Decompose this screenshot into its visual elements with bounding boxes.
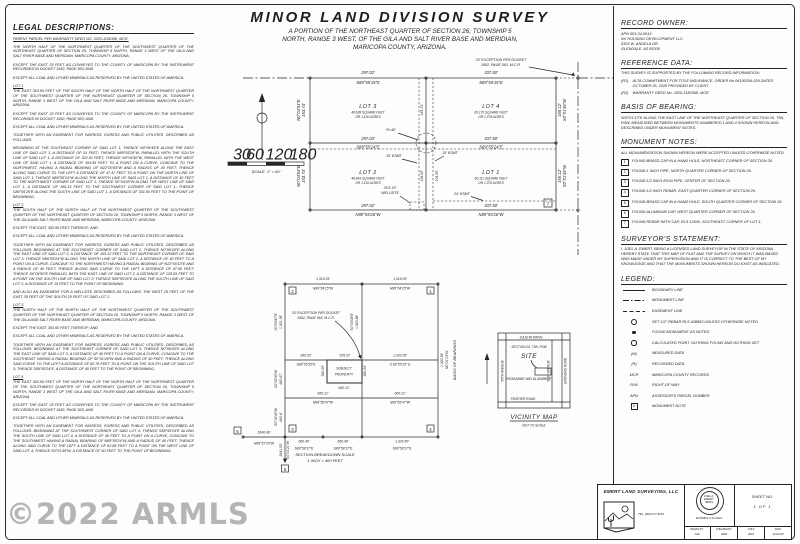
monument-note-3 — [621, 179, 787, 187]
dim-top-left-bearing: S89°55'15″E — [356, 80, 380, 85]
monument-notes-header: MONUMENT NOTES: — [621, 138, 787, 148]
calculated-point-symbol — [631, 340, 636, 345]
legend-label: MONUMENT NOTE — [652, 404, 686, 409]
bd-south-ext-distance: 2641.53' — [279, 443, 283, 457]
subject-property-line1: SUBJECT — [336, 366, 352, 371]
reference-r2-tag: (R2) — [621, 91, 629, 96]
bd-b2-distance: 660.40' — [337, 439, 349, 444]
monument-note-5 — [621, 200, 787, 208]
recorded-data-symbol: (R) — [631, 362, 637, 367]
dim-east-bottom-distance: 165.12' — [557, 169, 562, 183]
dim-top-right-bearing: S89°55'15″E — [479, 80, 503, 85]
legal-paragraph: THE EAST 363.50 FEET OF THE SOUTH HALF OF THE NORTH HALF OF THE NORTHWEST QUARTER OF THE SOUTHWEST QUARTER OF THE NORTHEAST QUARTER OF SECTION 26, TOWNSHIP 5 NORTH, RANGE 3 WEST OF THE GILA AND SALT RIVER BASE AND MERIDIAN, MARICOPA COUNTY, ARIZONA. — [13, 88, 194, 108]
legal-paragraph: TOGETHER WITH AN EASEMENT FOR INGRESS, EGRESS AND PUBLIC UTILITIES, DESCRIBED AS FOLLOWS: BEGINNING AT THE SOUTHEAST CORNER OF SAID LOT 3, THENCE N0°06'45″E ALONG THE EAST LINE OF SAID LOT 3, A DISTANCE OF 40 FEET TO A POINT ON A CURVE, CONCAVE TO THE SOUTHEAST HAVING A RADIAL BEARING OF S0°01'45″W AND A RADIUS OF 40 FEET; THENCE ALONG SAID CURVE TO THE LEFT A DISTANCE OF 62.76 FEET TO A POINT ON THE SOUTH LINE OF SAID LOT 3; THENCE S89°55'24″E, A DISTANCE OF 40 FEET TO THE POINT OF BEGINNING. — [13, 342, 194, 371]
monument-note-7-box: 7 — [621, 220, 629, 228]
vicinity-section-label: SECTION 26, T5N, R3W — [511, 345, 547, 349]
monument-4-number: 4 — [429, 426, 432, 432]
bd-u3-bearing: S 89°55'15″ E — [389, 362, 411, 367]
reference-r1-text: ALTA COMMITMENT FOR TITLE INSURANCE, ORDER No.06190256-029 DATED OCTOBER 26, 2020 PROVIDED BY CLIENT — [632, 78, 774, 88]
bd-west-ext-distance: 2640.49' — [257, 430, 271, 435]
easement-lines — [310, 78, 556, 210]
lot1-name: LOT 1 — [482, 170, 500, 176]
basis-of-bearing-section — [621, 103, 787, 131]
monument-notes-intro: ALL MONUMENTATION SHOWN HEREON WERE ACCEPTED UNLESS OTHERWISE NOTED. — [621, 150, 785, 155]
drawn-by-cell — [684, 527, 711, 539]
legend-row-mcr — [621, 372, 787, 378]
north-arrow-vicinity — [485, 353, 490, 384]
monument-line-symbol — [623, 300, 645, 301]
basis-of-bearing-text: S00°01'13″E ALONG THE EAST LINE OF THE NORTHEAST QUARTER OF SECTION 26, T5N, R3W, MEASURED BETWEEN MONUMENTS NUMBERED 1 AND 4 SHOWN HEREON AND DESCRIBED UNDER MONUMENT NOTES. — [621, 115, 785, 130]
bd-west-bot-distance: 660.6' — [279, 412, 283, 422]
subject-south-dim: 660.12' — [338, 386, 350, 390]
sheet-number-panel — [734, 485, 791, 527]
legend-row-found-monument — [621, 329, 787, 335]
dim-bottom-right-distance: 337.50' — [484, 203, 498, 208]
easement-line-symbol — [623, 311, 645, 312]
breakdown-scale-line2: 1 INCH = 400 FEET — [307, 458, 343, 463]
legend-row-boundary — [621, 287, 787, 293]
lot2-heading: LOT 2 — [13, 203, 24, 208]
bd-top-left-distance: 1,319.29' — [316, 277, 330, 281]
record-owner-name: NV HOUSING DEVELOPMENT LLC — [621, 36, 683, 41]
legend-row-apn — [621, 393, 787, 399]
legal-paragraph: EXCEPT ALL COAL AND OTHER MINERALS AS RESERVED BY THE UNITED STATES OF AMERICA. — [13, 124, 185, 129]
monument-note-4-box: 4 — [621, 189, 629, 197]
surveyor-statement-section — [621, 235, 787, 268]
monument-note-6-text: FOUND ALUMINUM CAP, WEST QUARTER CORNER OF SECTION 26. — [632, 210, 756, 215]
company-panel — [598, 485, 685, 539]
scale-tick-60: 60 — [246, 146, 264, 164]
job-number-value: 2001 — [747, 532, 755, 536]
bd-u1-bearing: S89°55'15″E — [296, 362, 316, 367]
legal-paragraph: EXCEPT THE EAST 25 FEET AS CONVEYED TO THE COUNTY OF MARICOPA BY THE INSTRUMENT RECORDED IN DOCKET 1952, PAGE 563; AND — [13, 111, 194, 121]
legend-label: FOUND MONUMENT AS NOTED — [652, 330, 710, 335]
bd-m1-distance: 660.21' — [317, 391, 329, 396]
bd-u2-distance: 635.02' — [339, 353, 351, 358]
vicinity-street-top: JULIETA DRIVE — [519, 335, 543, 340]
bd-south-ext-bearing: S0°01'21″W — [286, 440, 290, 460]
esmt24-label: 24' ESMT — [454, 192, 470, 196]
subject-property-line2: PROPERTY — [334, 372, 354, 377]
bd-exception-line1: 25' EXCEPTION PER DOCKET — [292, 311, 340, 315]
bd-b2-bearing: S89°58'17″E — [333, 446, 353, 451]
bd-west-bot-bearing: S0°02'43″W — [274, 407, 278, 427]
lot3-name: LOT 3 — [359, 104, 377, 110]
vicinity-alignment-label: ROSEANNE WAY ALIGNMENT — [506, 377, 552, 381]
title-block-info-row — [684, 526, 791, 539]
monument-notes-section — [621, 138, 787, 228]
basis-of-bearing-header: BASIS OF BEARING: — [621, 103, 787, 113]
monument-note-5-box: 5 — [621, 200, 629, 208]
company-logo-icon — [603, 501, 635, 533]
record-owner-address: 5303 W. ANGELA DR. — [621, 41, 659, 46]
drawing-title-block — [190, 9, 610, 53]
right-of-way-symbol: R/W — [630, 383, 638, 388]
bd-east-distance: 1,320.58' — [440, 353, 444, 367]
lot2-acres: OR 1.116 ACRES — [355, 181, 381, 185]
monument-5-number: 5 — [283, 466, 287, 472]
monument-1-number: 1 — [429, 288, 432, 294]
monument-7-number: 7 — [546, 201, 550, 207]
apn-symbol: APN — [630, 393, 638, 398]
dim-mid-right-bearing: S89°55'24″E — [479, 144, 503, 150]
legal-paragraph: THE NORTH HALF OF THE NORTHWEST QUARTER OF THE SOUTHWEST QUARTER OF THE NORTHEAST QUARTER OF SECTION 26, TOWNSHIP 5 NORTH, RANGE 3 WEST OF THE GILA AND SALT RIVER BASE AND MERIDIAN, MARICOPA COUNTY, ARIZONA. — [13, 44, 194, 59]
dim-east-top-distance: 165.12' — [557, 103, 562, 117]
bd-b1-distance: 660.40' — [298, 439, 310, 444]
lot2-name: LOT 2 — [359, 170, 377, 176]
legend-row-calculated-point — [621, 340, 787, 346]
main-plat-dimensions — [296, 70, 567, 217]
dim-mid-left-distance: 297.03' — [361, 136, 375, 141]
breakdown-scale-line1: SECTION BREAKDOWN SCALE — [295, 452, 355, 457]
bd-b3-bearing: S89°58'17″E — [392, 446, 412, 451]
monument-3-number: 3 — [291, 426, 294, 432]
dim-inner-2: 128.05' — [420, 170, 424, 182]
bd-b3-distance: 1,320.80' — [395, 439, 409, 444]
reference-data-header: REFERENCE DATA: — [621, 59, 787, 69]
company-name: EMERT LAND SURVEYING, LLC — [603, 489, 679, 494]
monument-note-2-text: FOUND 1 INCH PIPE, NORTH QUARTER CORNER OF SECTION 26. — [632, 168, 752, 173]
bd-m2-distance: 660.21' — [394, 391, 406, 396]
lot1-acres: OR 1.375 ACRES — [478, 181, 504, 185]
dim-west-bottom-distance: 163.74' — [301, 169, 306, 183]
found-monument-symbol — [632, 331, 636, 335]
seal-name-line2: EMERT — [704, 497, 714, 502]
monument-note-2-box: 2 — [621, 169, 629, 177]
legend-label: BOUNDARY LINE — [652, 287, 683, 292]
dim-west-top-distance: 163.74' — [301, 103, 306, 117]
monument-note-7 — [621, 220, 787, 228]
seal-expiry: EXPIRES 3-31-2021 — [695, 516, 723, 520]
dim-west-top-bearing: N0°04'54″E — [296, 99, 301, 121]
subject-west-dim: 330.29' — [321, 365, 325, 377]
legal-paragraph: EXCEPT ALL COAL AND OTHER MINERALS AS RESERVED BY THE UNITED STATES OF AMERICA. — [13, 416, 185, 421]
monument-note-5-text: FOUND BRASS CAP IN A HAND HOLE, SOUTH QUARTER CORNER OF SECTION 26. — [632, 199, 783, 204]
dim-west-bottom-bearing: N0°04'54″E — [296, 165, 301, 187]
bd-west-mid-bearing: S0°02'43″W — [274, 369, 278, 389]
monument-note-1 — [621, 159, 787, 167]
legend-row-monument — [621, 298, 787, 304]
monument-note-4-text: FOUND 1/2 INCH REBAR, EAST QUARTER CORNER OF SECTION 26. — [632, 189, 756, 194]
legal-paragraph: THE NORTH HALF OF THE NORTH HALF OF THE NORTHWEST QUARTER OF THE SOUTHWEST QUARTER OF THE NORTHEAST QUARTER OF SECTION 26, TOWNSHIP 5 NORTH, RANGE 3 WEST OF THE GILA AND SALT RIVER BASE AND MERIDIAN, MARICOPA COUNTY, ARIZONA. — [13, 308, 194, 322]
exception-note-line1: 25' EXCEPTION PER DOCKET — [475, 58, 527, 62]
monument-note-2 — [621, 169, 787, 177]
bd-west-top-bearing: S0°03'47″E — [274, 313, 278, 331]
bd-center-bearing: S0°03'08″E — [350, 313, 354, 331]
checked-by-cell — [711, 527, 738, 539]
scale-label: SCALE: 1″ = 60' — [251, 169, 281, 174]
bd-top-left-bearing: N89°54'15″W — [312, 286, 334, 291]
dim-bottom-right-bearing: N89°55'26″W — [478, 212, 504, 217]
legend-row-set-rebar — [621, 319, 787, 325]
job-number-label: JOB # — [747, 528, 755, 531]
lot3-acres: OR 1.116 ACRES — [355, 115, 381, 119]
wellsite-rect — [410, 202, 424, 210]
legend-row-recorded — [621, 361, 787, 367]
dim-top-right-distance: 337.50' — [484, 70, 498, 75]
vicinity-site-label: SITE — [521, 353, 537, 360]
section-breakdown — [234, 277, 457, 472]
seal-number: 38863 — [705, 500, 713, 505]
monument-note-6 — [621, 210, 787, 218]
legal-paragraph: EXCEPT THE EAST 25 FEET AS CONVEYED TO THE COUNTY OF MARICOPA BY THE INSTRUMENT RECORDED IN DOCKET 1952, PAGE 563; AND — [13, 62, 194, 72]
monument-6-number: 6 — [236, 428, 239, 434]
bd-b1-bearing: S89°58'17″E — [294, 446, 314, 451]
legend-header: LEGEND: — [621, 275, 787, 285]
lot1-heading: LOT 1 — [13, 84, 24, 89]
bd-exception-line2: 1952, PAGE 563, M.C.R. — [297, 316, 335, 320]
legal-paragraph: EXCEPT ALL COAL AND OTHER MINERALS AS RESERVED BY THE UNITED STATES OF AMERICA. — [13, 234, 185, 239]
record-owner-city: GLENDALE, AZ 85308 — [621, 46, 660, 51]
survey-plat-drawing — [198, 50, 618, 485]
monument-note-3-text: FOUND 1/2 INCH IRON PIPE, CENTER OF SECTION 26. — [632, 179, 731, 184]
lot4-acres: OR 1.379 ACRES — [478, 115, 504, 119]
surveyor-statement-text: I, JOEL A. EMERT, BEING A LICENSED LAND SURVEYOR IN THE STATE OF ARIZONA HEREBY STATE THAT THIS MAP OF PLAT AND THE SURVEY ON WHICH IT WAS BASED WAS MADE UNDER MY SUPERVISION AND IT IS CORRECT TO THE BEST OF MY KNOWLEDGE AND THAT THE MONUMENTS SHOWN HEREON DO EXIST AS INDICATED. — [621, 247, 780, 267]
sheet-number-label: SHEET NO. — [751, 494, 774, 499]
reference-data-section — [621, 59, 787, 97]
basis-of-bearings-label: BASIS OF BEARINGS — [452, 339, 457, 381]
record-owner-section — [621, 19, 787, 52]
page-subtitle-line2: NORTH, RANGE 3 WEST, OF THE GILA AND SALT RIVER BASE AND MERIDIAN, — [282, 36, 518, 44]
reference-r1-tag: (R1) — [621, 78, 629, 83]
radius-label: R=40' — [386, 128, 396, 132]
bd-m1-bearing: N89°55'47″W — [312, 400, 334, 405]
legal-descriptions-header: LEGAL DESCRIPTIONS: — [13, 23, 194, 34]
bd-top-right-distance: 1,319.29' — [393, 277, 407, 281]
dim-bottom-left-distance: 297.02' — [361, 203, 375, 208]
scale-tick-30: 30 — [233, 146, 251, 164]
legend-label: ASSESSOR'S PARCEL NUMBER — [652, 393, 710, 398]
lot4-area: 60,170 SQUARE FEET — [474, 110, 508, 115]
bd-u1-distance: 660.02' — [300, 353, 312, 358]
bd-west-top-distance: 1,321.35' — [279, 315, 283, 329]
dim-east-top-bearing: S0°01'45″W — [562, 98, 567, 122]
legal-paragraph: TOGETHER WITH AN EASEMENT FOR INGRESS, EGRESS AND PUBLIC UTILITIES, DESCRIBED AS FOLLOWS: BEGINNING AT THE SOUTHWEST CORNER OF SAID LOT 4, THENCE S89°55'24″E ALONG THE SOUTH LINE OF SAID LOT 4, A DISTANCE OF 40 FEET TO A POINT ON A CURVE, CONCAVE TO THE SOUTHWEST HAVING A RADIAL BEARING OF N89°55'24″W AND A RADIUS OF 40 FEET; THENCE ALONG SAID CURVE TO THE LEFT A DISTANCE OF 62.88 FEET TO A POINT ON THE WEST LINE OF SAID LOT 4; THENCE S0°01'45″W, A DISTANCE OF 40 FEET TO THE POINT OF BEGINNING. — [13, 424, 194, 453]
legal-paragraph: EXCEPT THE EAST 363.50 FEET THEREOF; AND — [13, 326, 98, 331]
vicinity-street-right-outer: GROVERS ROAD — [563, 357, 568, 385]
esmt15-label-b: 15' ESMT — [442, 151, 458, 155]
dim-inner-3: 104.55' — [435, 170, 439, 182]
exception-note-line2: 1952, PAGE 563, M.C.R. — [481, 63, 521, 67]
legal-paragraph: EXCEPT ALL COAL AND OTHER MINERALS AS RESERVED BY THE UNITED STATES OF AMERICA. — [13, 334, 185, 339]
monument-2-number: 2 — [291, 288, 294, 294]
page-subtitle-line1: A PORTION OF THE NORTHEAST QUARTER OF SECTION 26, TOWNSHIP 5 — [288, 28, 512, 35]
bd-west-ext-bearing: N89°57'26″W — [253, 441, 275, 446]
vicinity-street-left: 55TH AVENUE — [500, 360, 505, 382]
title-block — [597, 484, 792, 540]
dim-top-left-distance: 297.02' — [361, 70, 375, 75]
monument-note-1-box: 1 — [621, 159, 629, 167]
main-plat-boundary — [310, 78, 578, 210]
seal-name-line1: JOEL A. — [703, 494, 715, 498]
scale-tick-180: 180 — [289, 146, 317, 164]
monument-note-7-text: FOUND REBAR WITH CAP, RLS 12600, SOUTHEAST CORNER OF LOT 1. — [632, 220, 762, 225]
monument-note-1-text: FOUND BRASS CAP IN A HAND HOLE, NORTHEAST CORNER OF SECTION 26. — [632, 158, 773, 163]
legend-label: MONUMENT LINE — [652, 298, 684, 303]
legend-label: RECORDED DATA — [652, 361, 685, 366]
legend-row-rw — [621, 382, 787, 388]
parent-parcel-subheader: PARENT PARCEL PER WARRANTY DEED NO. 2020-1180368, MCR: — [13, 37, 129, 41]
checked-by-value: GEM — [720, 532, 728, 536]
legend-label: CALCULATED POINT, NOTHING FOUND AND NOTHING SET — [652, 340, 760, 345]
bd-u3-distance: 1,320.05' — [393, 353, 407, 358]
date-value: 12-04-20 — [772, 532, 784, 536]
legend-row-monument-note — [621, 404, 787, 410]
legal-paragraph: AND ALSO AN EASEMENT FOR A WELLSITE DESCRIBED AS FOLLOWS: THE WEST 25 FEET OF THE EAST 35 FEET OF THE SOUTH 20 FEET OF SAID LOT 2. — [13, 290, 194, 299]
page-title: MINOR LAND DIVISION SURVEY — [250, 9, 550, 26]
bd-top-right-bearing: N89°54'15″W — [389, 286, 411, 291]
lot3-heading: LOT 3 — [13, 303, 24, 308]
legal-paragraph: EXCEPT THE EAST 25 FEET AS CONVEYED TO THE COUNTY OF MARICOPA BY THE INSTRUMENT RECORDED IN DOCKET 1952, PAGE 563; AND — [13, 403, 194, 412]
notes-column — [621, 19, 787, 417]
lot4-heading: LOT 4 — [13, 375, 24, 380]
monument-note-3-box: 3 — [621, 179, 629, 187]
drawn-by-value: JAE — [694, 532, 700, 536]
page-subtitle-line3: MARICOPA COUNTY, ARIZONA. — [353, 44, 447, 52]
sheet-number-value: 1 OF 1 — [753, 504, 772, 509]
record-owner-header: RECORD OWNER: — [621, 19, 787, 29]
legal-paragraph: TOGETHER WITH AN EASEMENT FOR INGRESS, EGRESS AND PUBLIC UTILITIES, DESCRIBED AS FOLLOWS: BEGINNING AT THE SOUTHEAST CORNER OF SAID LOT 2, THENCE N0°06'45″E ALONG THE EAST LINE OF SAID LOT 2, A DISTANCE OF 165.13 FEET TO THE NORTHEAST CORNER OF SAID LOT 2; THENCE N89°55'24″W ALONG THE NORTH LINE OF SAID LOT 2, A DISTANCE OF 40 FEET TO A POINT ON A CURVE, CONCAVE TO THE NORTHWEST HAVING A RADIAL BEARING OF N22°00'13″E AND A RADIUS OF 40 FEET; THENCE ALONG SAID CURVE TO THE LEFT A DISTANCE OF 47.50 FEET; THENCE S0°04'50″E PARALLEL WITH THE EAST LINE OF SAID LOT 2, A DISTANCE OF 128.05 FEET TO A POINT ON THE SOUTH LINE OF SAID LOT 2; THENCE S89°55'26″E ALONG THE SOUTH LINE OF SAID LOT 2, A DISTANCE OF 15 FEET TO THE POINT OF BEGINNING. — [13, 242, 194, 286]
legend-label: EASEMENT LINE — [652, 308, 683, 313]
bd-west-mid-distance: 660.67' — [279, 373, 283, 385]
legend-row-easement — [621, 308, 787, 314]
legal-paragraph: BEGINNING AT THE SOUTHEAST CORNER OF SAID LOT 1, THENCE N0°06'45″E ALONG THE EAST LINE OF SAID LOT 1, A DISTANCE OF 24 FEET; THENCE N89°55'26″W, PARALLEL WITH THE SOUTH LINE OF SAID LOT 1, A DISTANCE OF 322.52 FEET; THENCE N0°04'50″W, PARALLEL WITH THE WEST LINE OF SAID LOT 1, A DISTANCE OF 104.55 FEET TO A POINT ON A CURVE, CONCAVE TO THE NORTHWEST, HAVING A RADIAL BEARING OF N22°00'45″W AND A RADIUS OF 40 FEET; THENCE ALONG SAID CURVE TO THE LEFT A DISTANCE OF 47.47 FEET TO A POINT ON THE NORTH LINE OF SAID LOT 1; THENCE N89°55'24″W ALONG THE NORTH LINE OF SAID LOT 1, A DISTANCE OF 40 FEET TO THE NORTHWEST CORNER OF SAID LOT 1; THENCE S0°04'45″W ALONG THE WEST LINE OF SAID LOT 1, A DISTANCE OF 165.13 FEET TO THE SOUTHWEST CORNER OF SAID LOT 1; THENCE S89°55'26″E ALONG THE SOUTH LINE OF SAID LOT 1, A DISTANCE OF 331.50 FEET TO THE POINT OF BEGINNING. — [13, 146, 194, 200]
set-rebar-symbol — [631, 319, 638, 326]
legal-paragraph: THE SOUTH HALF OF THE NORTH HALF OF THE NORTHWEST QUARTER OF THE SOUTHWEST QUARTER OF THE NORTHEAST QUARTER OF SECTION 26, TOWNSHIP 5 NORTH, RANGE 3 WEST OF THE GILA AND SALT RIVER BASE AND MERIDIAN, MARICOPA COUNTY, ARIZONA. — [13, 208, 194, 222]
vicinity-street-right-inner: 51ST AVENUE — [546, 360, 551, 382]
monument-note-4 — [621, 189, 787, 197]
monument-note-6-box: 6 — [621, 210, 629, 218]
dim-east-bottom-bearing: S0°01'45″W — [562, 164, 567, 188]
legal-descriptions-column — [13, 23, 194, 457]
measured-data-symbol: (M) — [631, 351, 637, 356]
lot3-area: 48,638 SQUARE FEET — [351, 110, 385, 115]
record-owner-apn: APN 503-34-001X — [621, 31, 652, 36]
legend-label: MARICOPA COUNTY RECORDS — [652, 372, 709, 377]
mcr-symbol: MCR — [629, 372, 639, 377]
boundary-line-symbol — [623, 290, 645, 291]
armls-watermark: ©2022 ARMLS — [6, 497, 250, 531]
date-cell — [765, 527, 791, 539]
checked-by-label: CHECKED BY: — [715, 528, 733, 531]
dim-inner-1: 165.13' — [420, 104, 424, 116]
seal-panel — [684, 485, 735, 527]
vicinity-map — [485, 333, 570, 428]
subject-east-dim: 330.24' — [363, 365, 367, 377]
vicinity-street-bottom: FEATHER ROAD — [510, 397, 536, 401]
reference-r2-text: WARRANTY DEED No. 2020-1180368, MCR — [632, 91, 709, 96]
legal-paragraph: EXCEPT ALL COAL AND OTHER MINERALS AS RESERVED BY THE UNITED STATES OF AMERICA. — [13, 75, 185, 80]
date-label: DATE — [774, 528, 782, 531]
bd-m2-bearing: S89°55'47″W — [390, 400, 410, 405]
wellsite-label-line2: WELLSITE — [381, 191, 399, 195]
lot4-name: LOT 4 — [482, 104, 500, 110]
vicinity-map-subtitle: NOT TO SCALE — [522, 423, 546, 428]
reference-intro: THIS SURVEY IS SUPPORTED BY THE FOLLOWING RECORD INFORMATION: — [621, 71, 760, 76]
exception-leader — [529, 67, 573, 75]
lot2-area: 48,643 SQUARE FEET — [351, 176, 385, 181]
lot1-area: 60,111 SQUARE FEET — [474, 176, 508, 181]
company-phone: TEL. (602)717-6163 — [638, 512, 664, 516]
legend-label: SET 1/2″ REBAR RLS #38863 UNLESS OTHERWISE NOTED — [652, 319, 758, 324]
wellsite-label-line1: 25'X 20' — [383, 186, 397, 190]
vicinity-map-title: VICINITY MAP — [510, 414, 558, 421]
legal-paragraph: TOGETHER WITH AN EASEMENT FOR INGRESS, EGRESS AND PUBLIC UTILITIES, DESCRIBED AS FOLLOWS: — [13, 133, 194, 142]
scale-tick-120: 120 — [265, 146, 293, 164]
job-number-cell — [738, 527, 765, 539]
legend-label: MEASURED DATA — [652, 351, 685, 356]
drawn-by-label: DRAWN BY: — [690, 528, 704, 531]
corner-monument-dots — [309, 77, 579, 211]
dim-mid-right-distance: 337.50' — [484, 136, 498, 141]
legal-paragraph: THE EAST 363.50 FEET OF THE NORTH HALF OF THE NORTH HALF OF THE NORTHWEST QUARTER OF THE SOUTHWEST QUARTER OF THE NORTHEAST QUARTER OF SECTION 26, TOWNSHIP 5 NORTH, RANGE 3 WEST OF THE GILA AND SALT RIVER BASE AND MERIDIAN, MARICOPA COUNTY, ARIZONA. — [13, 380, 194, 399]
legal-paragraph: EXCEPT THE EAST 363.50 FEET THEREOF; AND — [13, 226, 98, 231]
legend-section — [621, 275, 787, 410]
bd-center-distance: 1,320.88' — [355, 315, 359, 329]
monument-note-symbol: # — [631, 403, 638, 410]
surveyor-seal — [696, 487, 724, 515]
esmt15-label-a: 15' ESMT — [386, 154, 402, 158]
legend-row-measured — [621, 351, 787, 357]
legend-label: RIGHT-OF-WAY — [652, 383, 680, 388]
surveyor-statement-header: SURVEYOR'S STATEMENT: — [621, 235, 787, 245]
dim-mid-left-bearing: S89°55'24″E — [356, 144, 380, 150]
bd-east-bearing: N0°01'13″W — [445, 350, 449, 370]
dim-bottom-left-bearing: N89°55'26″W — [355, 212, 381, 217]
